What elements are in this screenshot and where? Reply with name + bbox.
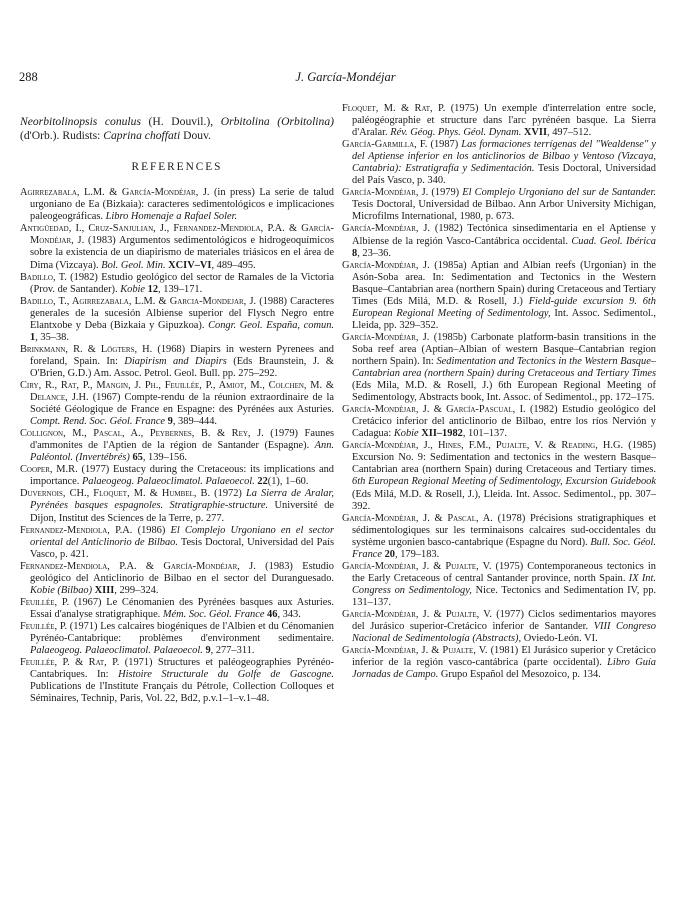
reference-tail: , 179–183. xyxy=(395,548,440,560)
reference-text: (1971) Les calcaires biogéniques de l'Albien et du Cénomanien Pyrénéo-Cantabrique: problèmes d'environment sedimentaire. xyxy=(30,620,334,644)
reference-title: Las formaciones terrígenas del "Wealdense" y del Aptiense inferior en los anticlinorios de Bilbao y Ventoso (Vizcaya, Cantabria): Estratigrafía y Sedimentación. xyxy=(352,139,656,175)
reference-tail: Université de Dijon, Institut des Sciences de la Terre, p. 277. xyxy=(30,500,334,524)
reference-title: Ann. Paléontol. (Invertébrés) xyxy=(30,440,334,464)
reference-entry xyxy=(20,187,334,223)
reference-tail: (1), 1–60. xyxy=(267,476,309,488)
reference-authors: Badillo, T. xyxy=(20,271,67,283)
reference-title: 6th European Regional Meeting of Sedimentology, Excursion Guidebook xyxy=(352,476,656,488)
reference-volume: 1 xyxy=(30,331,36,343)
reference-entry xyxy=(342,139,656,187)
reference-authors: Feuillée, P. xyxy=(20,596,70,608)
reference-title: Sedimentation and Tectonics in the Western Basque–Cantabrian area (northern Spain) during Cretaceous and Tertiary Times xyxy=(352,355,657,380)
reference-title: Bol. Geol. Min. xyxy=(101,259,166,271)
reference-text: (1972) xyxy=(210,488,246,500)
reference-authors: Badillo, T., Agirrezabala, L.M. & Garcia-Mondejar, J. xyxy=(20,295,257,307)
reference-tail: Nice. Tectonics and Sedimentation IV, pp. 131–137. xyxy=(352,584,657,608)
reference-tail: , 139–156. xyxy=(142,452,188,464)
reference-title: El Complejo Urgoniano en el sector oriental del Anticlinorio de Bilbao. xyxy=(30,524,334,548)
reference-entry xyxy=(20,464,334,488)
reference-tail: , 23–36. xyxy=(357,247,391,259)
reference-entry xyxy=(342,609,656,645)
reference-authors: Floquet, M. & Rat, P. xyxy=(342,103,446,114)
reference-title: Histoire Structurale du Golfe de Gascogne. xyxy=(118,669,334,681)
reference-text: (1968) Diapirs in western Pyrenees and foreland, Spain. In: xyxy=(30,343,334,367)
reference-volume: 9 xyxy=(202,645,211,657)
reference-text: (1988) Caracteres generales de la sucesión Albiense superior del Flysch Negro entre Elantxobe y Deba (Bizkaia y Gipuzkoa). xyxy=(30,295,334,331)
reference-title: Diapirism and Diapirs xyxy=(124,355,227,367)
reference-text: (1967) Compte-rendu de la réunion extraordinaire de la Société Géologique de France en Espagne: des Pyrénées aux Asturies. xyxy=(30,392,334,416)
page-number: 288 xyxy=(19,70,38,84)
reference-entry xyxy=(342,187,656,223)
left-column xyxy=(20,103,334,705)
reference-entry xyxy=(342,332,656,404)
reference-volume: 12 xyxy=(145,283,159,295)
reference-volume: 8 xyxy=(352,247,358,259)
reference-volume: XVII xyxy=(521,127,548,139)
reference-entry xyxy=(20,561,334,597)
reference-title: Libro Guía Jornadas de Campo. xyxy=(352,657,656,681)
reference-authors: García-Mondéjar, J. & Pascal, A. xyxy=(342,512,493,524)
reference-authors: García-Mondéjar, J. xyxy=(342,259,430,271)
reference-volume: XII–1982 xyxy=(418,428,463,440)
reference-text: (1983) Argumentos sedimentológicos e hidrogeoquímicos sobre la existencia de un diapirismo de materiales triásicos en el área de Dima (Vizcaya). xyxy=(30,235,335,271)
reference-authors: García-Mondéjar, J. xyxy=(342,187,429,199)
reference-entry xyxy=(342,645,656,681)
reference-title: Bull. Soc. Géol. France xyxy=(352,536,656,560)
reference-text: (1979) Faunes d'ammonites de l'Aptien de la région de Santander (Espagne). xyxy=(30,428,334,452)
reference-authors: García-Mondéjar, J. & García-Pascual, I. xyxy=(342,404,526,416)
reference-volume: 46 xyxy=(264,608,278,620)
reference-authors: García-Garmilla, F. xyxy=(342,139,428,151)
reference-volume: 9 xyxy=(165,416,173,428)
reference-authors: Ciry, R., Rat, P., Mangin, J. Ph., Feuillée, P., Amiot, M., Colchen, M. & Delance, J.H. xyxy=(20,379,334,404)
reference-tail: Publications de l'Institute Français du Pétrole, Collection Colloques et Séminaires, Technip, Paris, Vol. 22, Bd2, p.v.1–1–v.1–48. xyxy=(30,681,334,705)
reference-tail: Tesis Doctoral, Universidad del País Vasco, p. 340. xyxy=(352,163,656,187)
reference-volume: 65 xyxy=(129,452,143,464)
reference-entry xyxy=(342,440,656,512)
reference-title: Compt. Rend. Soc. Géol. France xyxy=(30,416,166,428)
reference-tail: , 299–324. xyxy=(114,584,159,596)
reference-text: (1985) Excursion No. 9: Sedimentation and tectonics in the western Basque–Cantabrian area (northern Spain) during Cretaceous and Tertiary times. xyxy=(352,440,656,476)
reference-tail: Int. Assoc. Sedimentol., Lleida, pp. 329–352. xyxy=(352,307,656,331)
reference-authors: García-Mondéjar, J. xyxy=(342,331,430,343)
reference-text: (1985a) Aptian and Albian reefs (Urgonian) in the Asón-Soba area. In: Sedimentation and Tectonics in the Western Basque–Cantabrian area (northern Spain) during Cretaceous and Tertiary Times (Eds Milá, M.D. & Rosell, J.) xyxy=(352,259,657,307)
reference-authors: Collignon, M., Pascal, A., Peybernes, B. & Rey, J. xyxy=(20,428,264,440)
reference-entry xyxy=(342,513,656,561)
reference-title: La Sierra de Aralar, Pyrénées basques espagnoles. Stratigraphie-structure. xyxy=(30,488,334,512)
intro-text: Douv. xyxy=(180,128,212,142)
reference-authors: Agirrezabala, L.M. & García-Mondéjar, J. xyxy=(20,187,210,199)
reference-authors: García-Mondéjar, J., Hines, F.M., Pujalte, V. & Reading, H.G. xyxy=(342,440,624,452)
reference-tail: , 389–444. xyxy=(172,416,218,428)
reference-title: Cuad. Geol. Ibérica xyxy=(571,235,656,247)
intro-paragraph xyxy=(20,115,334,144)
reference-text: (1986) xyxy=(132,524,171,536)
right-column xyxy=(342,103,656,681)
reference-title: VIII Congreso Nacional de Sedimentología (Abstracts), xyxy=(352,621,656,645)
reference-text: (1971) Structures et paléogeographies Pyrénéo-Cantabriques. In: xyxy=(30,657,334,681)
reference-entry xyxy=(20,296,334,344)
reference-title: Palaeogeog. Palaeoclimatol. Palaeoecol. xyxy=(30,645,203,657)
reference-text: (1975) Contemporaneous tectonics in the Early Cretaceous of central Santander province, north Spain. xyxy=(352,560,656,584)
reference-text: (1977) Ciclos sedimentarios mayores del Jurásico superior-Cretácico inferior de Santander. xyxy=(352,608,656,633)
reference-tail: , 35–38. xyxy=(35,331,69,343)
reference-entry xyxy=(342,260,656,332)
reference-entry xyxy=(20,428,334,464)
reference-entry xyxy=(20,380,334,428)
reference-tail: , 489–495. xyxy=(211,259,256,271)
reference-tail: Oviedo-León. VI. xyxy=(521,633,598,645)
reference-text: (1987) xyxy=(427,139,462,151)
reference-title: Kobie xyxy=(393,428,419,440)
reference-tail: Tesis Doctoral, Universidad de Bilbao. Ann Arbor University Michigan, Microfilms International, 1980, p. 673. xyxy=(352,199,656,223)
reference-tail: , 343. xyxy=(277,608,301,620)
reference-entry xyxy=(20,525,334,561)
reference-text: (1967) Le Cénomanien des Pyrénées basques aux Asturies. Essai d'analyse stratigraphique. xyxy=(30,596,334,620)
reference-title: Rév. Géog. Phys. Géol. Dynam. xyxy=(390,127,522,139)
reference-entry xyxy=(20,272,334,296)
reference-title: Kobie xyxy=(120,283,146,295)
reference-authors: Cooper, M.R. xyxy=(20,464,78,476)
running-head: J. García-Mondéjar xyxy=(295,70,396,84)
reference-entry xyxy=(20,488,334,524)
taxon-name: Caprina choffati xyxy=(103,128,181,142)
reference-authors: García-Mondéjar, J. xyxy=(342,223,430,235)
reference-entry xyxy=(20,344,334,380)
reference-tail: (Eds Braunstein, J. & O'Brien, G.D.) Am. Assoc. Petrol. Geol. Bull. pp. 275–292. xyxy=(30,355,334,379)
reference-authors: Fernandez-Mendiola, P.A. & García-Mondéjar, J. xyxy=(20,560,256,572)
reference-volume: XCIV–VI xyxy=(165,259,212,271)
reference-tail: , 277–311. xyxy=(210,645,255,657)
reference-authors: Antigüedad, I., Cruz-Sanjulian, J., Fernandez-Mendiola, P.A. & García-Mondéjar, J. xyxy=(20,223,334,247)
reference-authors: García-Mondéjar, J. & Pujalte, V. xyxy=(342,560,492,572)
reference-tail: , 101–137. xyxy=(462,428,508,440)
reference-volume: XIII xyxy=(92,584,115,596)
reference-entry xyxy=(20,657,334,705)
reference-title: Libro Homenaje a Rafael Soler. xyxy=(105,211,238,223)
reference-text: (1983) Estudio geológico del Anticlinorio de Bilbao en el sector del Duranguesado. xyxy=(30,560,334,584)
taxon-name: Neorbitolinopsis conulus xyxy=(20,114,141,128)
reference-text: (1985b) Carbonate platform-basin transitions in the Soba reef area (Aptian–Albian of western Basque–Cantabrian region northern Spain). In: xyxy=(352,331,656,367)
references-heading: REFERENCES xyxy=(131,161,223,174)
reference-text: (1978) Précisions stratigraphiques et sédimentologiques sur les terminaisons calcaires sud-occidentales du système urgonien basco-cantabrique (Espagne du Nord). xyxy=(352,512,656,548)
reference-title: Kobie (Bilbao) xyxy=(30,584,93,596)
reference-title: Field-guide excursion 9. 6th European Regional Meeting of Sedimentology, xyxy=(352,295,656,319)
reference-tail: Tesis Doctoral, Universidad del País Vasco, p. 421. xyxy=(30,536,334,560)
reference-volume: 22 xyxy=(254,476,268,488)
reference-tail: , 497–512. xyxy=(547,127,592,139)
reference-text: (1975) Un exemple d'interrelation entre socle, paléogéographie et structure dans l'arc pyrénéen basque. La Sierra d'Aralar. xyxy=(352,103,656,139)
reference-title: IX Int. Congress on Sedimentology, xyxy=(352,572,656,596)
reference-text: (1982) Estudio geológico del Cretácico inferior del anticlinorio de Bilbao, entre los ríos Nervión y Cadagua: xyxy=(352,404,656,440)
reference-tail: (Eds Milá, M.D. & Rosell, J.), Lleida. Int. Assoc. Sedimentol., pp. 307–392. xyxy=(352,488,656,512)
reference-text: (1977) Eustacy during the Cretaceous: its implications and importance. xyxy=(30,464,334,488)
reference-tail: (Eds Mila, M.D. & Rosell, J.) 6th European Regional Meeting of Sedimentology, Abstracts book, Int. Assoc. of Sedimentol., pp. 172–175. xyxy=(352,380,656,404)
reference-authors: Feuillée, P. xyxy=(20,620,68,632)
reference-title: El Complejo Urgoniano del sur de Santander. xyxy=(462,187,656,199)
reference-text: (1982) Estudio geológico del sector de Ramales de la Victoria (Prov. de Santander). xyxy=(30,271,334,295)
reference-authors: Fernandez-Mendiola, P.A. xyxy=(20,524,133,536)
reference-tail: Grupo Español del Mesozoico, p. 134. xyxy=(438,669,601,681)
reference-entry xyxy=(20,223,334,271)
reference-authors: Brinkmann, R. & Lögters, H. xyxy=(20,343,153,355)
reference-entry xyxy=(342,404,656,440)
reference-entry xyxy=(342,103,656,139)
reference-title: Palaeogeog. Palaeoclimatol. Palaeoecol. xyxy=(81,476,255,488)
reference-authors: García-Mondéjar, J. & Pujalte, V. xyxy=(342,645,488,657)
intro-text: (d'Orb.). Rudists: xyxy=(20,128,104,142)
reference-text: (in press) La serie de talud urgoniano de Ea (Bizkaia): caracteres sedimentológicos e implicaciones paleogeográficas. xyxy=(30,187,334,223)
reference-tail: , 139–171. xyxy=(158,283,203,295)
intro-text: (H. Douvil.), xyxy=(140,114,221,128)
reference-volume: 20 xyxy=(382,548,396,560)
reference-text: (1981) El Jurásico superior y Cretácico inferior de la región vasco-cantábrica (parte occidental). xyxy=(352,645,656,669)
reference-title: Congr. Geol. España, comun. xyxy=(208,319,334,331)
reference-authors: Feuillée, P. & Rat, P. xyxy=(20,657,120,669)
reference-entry xyxy=(20,621,334,657)
page-header xyxy=(0,70,691,90)
reference-authors: García-Mondéjar, J. & Pujalte, V. xyxy=(342,608,492,620)
reference-entry xyxy=(342,561,656,609)
reference-authors: Duvernois, CH., Floquet, M. & Humbel, B. xyxy=(20,488,211,500)
reference-text: (1982) Tectónica sinsedimentaria en el Aptiense y Albiense de la región Vasco-Cantábrica occidental. xyxy=(352,223,656,247)
reference-entry xyxy=(342,223,656,259)
reference-text: (1979) xyxy=(428,187,463,199)
reference-entry xyxy=(20,597,334,621)
reference-title: Mém. Soc. Géol. France xyxy=(162,608,265,620)
taxon-name: Orbitolina (Orbitolina) xyxy=(220,114,334,128)
